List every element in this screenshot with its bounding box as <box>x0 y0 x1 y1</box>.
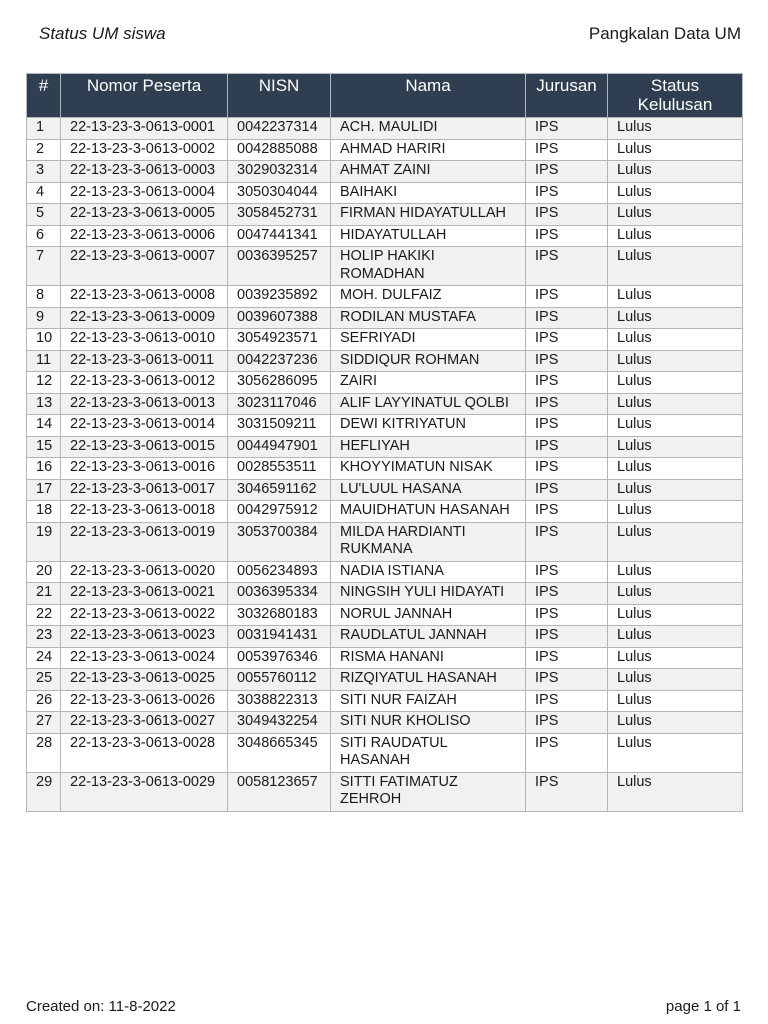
cell-nama: LU'LUUL HASANA <box>331 479 526 501</box>
cell-status: Lulus <box>608 118 743 140</box>
cell-status: Lulus <box>608 604 743 626</box>
column-header-nisn: NISN <box>228 74 331 118</box>
cell-nomor-peserta: 22-13-23-3-0613-0007 <box>61 247 228 286</box>
cell-nomor-peserta: 22-13-23-3-0613-0027 <box>61 712 228 734</box>
table-row <box>27 118 743 140</box>
cell-nisn: 3031509211 <box>228 415 331 437</box>
cell-jurusan: IPS <box>526 501 608 523</box>
table-row <box>27 561 743 583</box>
cell-nomor-peserta: 22-13-23-3-0613-0020 <box>61 561 228 583</box>
cell-nama: RISMA HANANI <box>331 647 526 669</box>
cell-jurusan: IPS <box>526 393 608 415</box>
cell-status: Lulus <box>608 733 743 772</box>
cell-nama: ZAIRI <box>331 372 526 394</box>
cell-status: Lulus <box>608 501 743 523</box>
cell-nomor-peserta: 22-13-23-3-0613-0012 <box>61 372 228 394</box>
cell-nisn: 0036395257 <box>228 247 331 286</box>
cell-number: 3 <box>27 161 61 183</box>
cell-jurusan: IPS <box>526 604 608 626</box>
cell-number: 11 <box>27 350 61 372</box>
cell-jurusan: IPS <box>526 772 608 811</box>
cell-number: 4 <box>27 182 61 204</box>
cell-nisn: 0042975912 <box>228 501 331 523</box>
table-body <box>27 118 743 812</box>
cell-jurusan: IPS <box>526 139 608 161</box>
table-row <box>27 204 743 226</box>
table-row <box>27 350 743 372</box>
cell-jurusan: IPS <box>526 182 608 204</box>
cell-nisn: 3053700384 <box>228 522 331 561</box>
cell-number: 7 <box>27 247 61 286</box>
page-title: Status UM siswa <box>39 24 166 43</box>
cell-jurusan: IPS <box>526 436 608 458</box>
cell-jurusan: IPS <box>526 247 608 286</box>
cell-status: Lulus <box>608 583 743 605</box>
cell-number: 1 <box>27 118 61 140</box>
created-date: Created on: 11-8-2022 <box>26 998 176 1015</box>
cell-number: 13 <box>27 393 61 415</box>
cell-nama: MILDA HARDIANTI RUKMANA <box>331 522 526 561</box>
table-row <box>27 458 743 480</box>
table-row <box>27 479 743 501</box>
cell-nomor-peserta: 22-13-23-3-0613-0022 <box>61 604 228 626</box>
cell-status: Lulus <box>608 647 743 669</box>
cell-nama: AHMAD HARIRI <box>331 139 526 161</box>
cell-jurusan: IPS <box>526 350 608 372</box>
cell-nomor-peserta: 22-13-23-3-0613-0016 <box>61 458 228 480</box>
table-row <box>27 182 743 204</box>
cell-number: 15 <box>27 436 61 458</box>
cell-number: 24 <box>27 647 61 669</box>
cell-nama: HEFLIYAH <box>331 436 526 458</box>
cell-jurusan: IPS <box>526 204 608 226</box>
cell-nisn: 3038822313 <box>228 690 331 712</box>
cell-status: Lulus <box>608 247 743 286</box>
cell-number: 26 <box>27 690 61 712</box>
column-header-nomor-peserta: Nomor Peserta <box>61 74 228 118</box>
table-row <box>27 161 743 183</box>
cell-nama: BAIHAKI <box>331 182 526 204</box>
page-indicator: page 1 of 1 <box>665 998 741 1015</box>
cell-nisn: 3046591162 <box>228 479 331 501</box>
cell-status: Lulus <box>608 561 743 583</box>
cell-nomor-peserta: 22-13-23-3-0613-0001 <box>61 118 228 140</box>
cell-nama: RIZQIYATUL HASANAH <box>331 669 526 691</box>
cell-status: Lulus <box>608 690 743 712</box>
cell-nisn: 0031941431 <box>228 626 331 648</box>
cell-status: Lulus <box>608 372 743 394</box>
cell-nomor-peserta: 22-13-23-3-0613-0025 <box>61 669 228 691</box>
cell-jurusan: IPS <box>526 626 608 648</box>
cell-nama: NINGSIH YULI HIDAYATI <box>331 583 526 605</box>
cell-number: 2 <box>27 139 61 161</box>
table-row <box>27 247 743 286</box>
cell-number: 5 <box>27 204 61 226</box>
table-row <box>27 501 743 523</box>
cell-nomor-peserta: 22-13-23-3-0613-0002 <box>61 139 228 161</box>
cell-jurusan: IPS <box>526 733 608 772</box>
cell-status: Lulus <box>608 329 743 351</box>
cell-nama: SITTI FATIMATUZ ZEHROH <box>331 772 526 811</box>
cell-jurusan: IPS <box>526 712 608 734</box>
cell-number: 28 <box>27 733 61 772</box>
cell-jurusan: IPS <box>526 522 608 561</box>
cell-nisn: 0028553511 <box>228 458 331 480</box>
cell-jurusan: IPS <box>526 415 608 437</box>
cell-nisn: 3050304044 <box>228 182 331 204</box>
cell-nomor-peserta: 22-13-23-3-0613-0021 <box>61 583 228 605</box>
cell-nama: SITI NUR FAIZAH <box>331 690 526 712</box>
cell-status: Lulus <box>608 479 743 501</box>
cell-nomor-peserta: 22-13-23-3-0613-0018 <box>61 501 228 523</box>
cell-nisn: 0047441341 <box>228 225 331 247</box>
table-row <box>27 225 743 247</box>
cell-nomor-peserta: 22-13-23-3-0613-0024 <box>61 647 228 669</box>
column-header-jurusan: Jurusan <box>526 74 608 118</box>
column-header-nama: Nama <box>331 74 526 118</box>
cell-nomor-peserta: 22-13-23-3-0613-0014 <box>61 415 228 437</box>
cell-nama: HIDAYATULLAH <box>331 225 526 247</box>
cell-nomor-peserta: 22-13-23-3-0613-0017 <box>61 479 228 501</box>
cell-nomor-peserta: 22-13-23-3-0613-0008 <box>61 286 228 308</box>
cell-nomor-peserta: 22-13-23-3-0613-0019 <box>61 522 228 561</box>
cell-nisn: 3054923571 <box>228 329 331 351</box>
cell-nomor-peserta: 22-13-23-3-0613-0026 <box>61 690 228 712</box>
table-row <box>27 307 743 329</box>
cell-status: Lulus <box>608 458 743 480</box>
cell-number: 27 <box>27 712 61 734</box>
cell-nisn: 0042885088 <box>228 139 331 161</box>
table-row <box>27 604 743 626</box>
cell-number: 10 <box>27 329 61 351</box>
cell-number: 20 <box>27 561 61 583</box>
cell-status: Lulus <box>608 350 743 372</box>
cell-number: 14 <box>27 415 61 437</box>
cell-nisn: 3032680183 <box>228 604 331 626</box>
cell-number: 6 <box>27 225 61 247</box>
cell-nisn: 0053976346 <box>228 647 331 669</box>
source-label: Pangkalan Data UM <box>588 24 741 43</box>
cell-jurusan: IPS <box>526 583 608 605</box>
cell-nisn: 0055760112 <box>228 669 331 691</box>
cell-nama: DEWI KITRIYATUN <box>331 415 526 437</box>
cell-nama: SITI NUR KHOLISO <box>331 712 526 734</box>
cell-status: Lulus <box>608 669 743 691</box>
cell-status: Lulus <box>608 712 743 734</box>
cell-number: 19 <box>27 522 61 561</box>
cell-nama: ACH. MAULIDI <box>331 118 526 140</box>
column-header-status: Status Kelulusan <box>608 74 743 118</box>
cell-nisn: 3023117046 <box>228 393 331 415</box>
table-row <box>27 415 743 437</box>
table-header-row <box>27 74 743 118</box>
cell-nomor-peserta: 22-13-23-3-0613-0003 <box>61 161 228 183</box>
cell-nisn: 3056286095 <box>228 372 331 394</box>
cell-jurusan: IPS <box>526 118 608 140</box>
cell-jurusan: IPS <box>526 225 608 247</box>
cell-status: Lulus <box>608 415 743 437</box>
cell-nama: KHOYYIMATUN NISAK <box>331 458 526 480</box>
cell-status: Lulus <box>608 436 743 458</box>
cell-nama: HOLIP HAKIKI ROMADHAN <box>331 247 526 286</box>
cell-nisn: 0044947901 <box>228 436 331 458</box>
table-row <box>27 522 743 561</box>
cell-nama: SEFRIYADI <box>331 329 526 351</box>
results-table <box>26 73 743 812</box>
cell-number: 8 <box>27 286 61 308</box>
cell-nama: ALIF LAYYINATUL QOLBI <box>331 393 526 415</box>
column-header-number: # <box>27 74 61 118</box>
cell-nama: MAUIDHATUN HASANAH <box>331 501 526 523</box>
cell-nisn: 0042237236 <box>228 350 331 372</box>
cell-nama: NORUL JANNAH <box>331 604 526 626</box>
results-table-container <box>26 73 742 812</box>
cell-jurusan: IPS <box>526 307 608 329</box>
cell-nomor-peserta: 22-13-23-3-0613-0013 <box>61 393 228 415</box>
table-row <box>27 583 743 605</box>
cell-jurusan: IPS <box>526 458 608 480</box>
table-row <box>27 626 743 648</box>
cell-nomor-peserta: 22-13-23-3-0613-0029 <box>61 772 228 811</box>
table-row <box>27 393 743 415</box>
cell-nisn: 0036395334 <box>228 583 331 605</box>
cell-nomor-peserta: 22-13-23-3-0613-0010 <box>61 329 228 351</box>
cell-jurusan: IPS <box>526 647 608 669</box>
cell-nisn: 0039235892 <box>228 286 331 308</box>
cell-status: Lulus <box>608 772 743 811</box>
cell-number: 29 <box>27 772 61 811</box>
cell-nomor-peserta: 22-13-23-3-0613-0004 <box>61 182 228 204</box>
cell-nisn: 0056234893 <box>228 561 331 583</box>
cell-jurusan: IPS <box>526 329 608 351</box>
cell-jurusan: IPS <box>526 561 608 583</box>
cell-nama: AHMAT ZAINI <box>331 161 526 183</box>
cell-number: 22 <box>27 604 61 626</box>
cell-nama: SITI RAUDATUL HASANAH <box>331 733 526 772</box>
table-row <box>27 139 743 161</box>
cell-nisn: 0058123657 <box>228 772 331 811</box>
cell-nama: NADIA ISTIANA <box>331 561 526 583</box>
cell-nomor-peserta: 22-13-23-3-0613-0009 <box>61 307 228 329</box>
table-row <box>27 712 743 734</box>
cell-nomor-peserta: 22-13-23-3-0613-0006 <box>61 225 228 247</box>
cell-nomor-peserta: 22-13-23-3-0613-0028 <box>61 733 228 772</box>
cell-nomor-peserta: 22-13-23-3-0613-0011 <box>61 350 228 372</box>
cell-jurusan: IPS <box>526 669 608 691</box>
cell-status: Lulus <box>608 393 743 415</box>
cell-status: Lulus <box>608 626 743 648</box>
cell-nisn: 3048665345 <box>228 733 331 772</box>
cell-jurusan: IPS <box>526 161 608 183</box>
cell-number: 16 <box>27 458 61 480</box>
cell-status: Lulus <box>608 286 743 308</box>
cell-nama: MOH. DULFAIZ <box>331 286 526 308</box>
cell-nama: FIRMAN HIDAYATULLAH <box>331 204 526 226</box>
cell-nisn: 3058452731 <box>228 204 331 226</box>
cell-nisn: 0042237314 <box>228 118 331 140</box>
cell-number: 25 <box>27 669 61 691</box>
table-row <box>27 372 743 394</box>
cell-status: Lulus <box>608 225 743 247</box>
cell-nomor-peserta: 22-13-23-3-0613-0015 <box>61 436 228 458</box>
cell-number: 21 <box>27 583 61 605</box>
cell-nama: RAUDLATUL JANNAH <box>331 626 526 648</box>
cell-number: 17 <box>27 479 61 501</box>
cell-number: 9 <box>27 307 61 329</box>
cell-nisn: 3049432254 <box>228 712 331 734</box>
table-row <box>27 733 743 772</box>
cell-status: Lulus <box>608 204 743 226</box>
cell-status: Lulus <box>608 139 743 161</box>
table-row <box>27 647 743 669</box>
table-row <box>27 286 743 308</box>
cell-status: Lulus <box>608 522 743 561</box>
cell-nomor-peserta: 22-13-23-3-0613-0005 <box>61 204 228 226</box>
cell-number: 23 <box>27 626 61 648</box>
cell-number: 18 <box>27 501 61 523</box>
cell-jurusan: IPS <box>526 690 608 712</box>
cell-nisn: 0039607388 <box>228 307 331 329</box>
table-row <box>27 772 743 811</box>
cell-status: Lulus <box>608 307 743 329</box>
cell-jurusan: IPS <box>526 372 608 394</box>
table-row <box>27 436 743 458</box>
table-row <box>27 669 743 691</box>
cell-jurusan: IPS <box>526 479 608 501</box>
cell-status: Lulus <box>608 182 743 204</box>
cell-status: Lulus <box>608 161 743 183</box>
cell-nama: RODILAN MUSTAFA <box>331 307 526 329</box>
cell-jurusan: IPS <box>526 286 608 308</box>
cell-nama: SIDDIQUR ROHMAN <box>331 350 526 372</box>
table-row <box>27 329 743 351</box>
cell-number: 12 <box>27 372 61 394</box>
cell-nisn: 3029032314 <box>228 161 331 183</box>
cell-nomor-peserta: 22-13-23-3-0613-0023 <box>61 626 228 648</box>
table-row <box>27 690 743 712</box>
